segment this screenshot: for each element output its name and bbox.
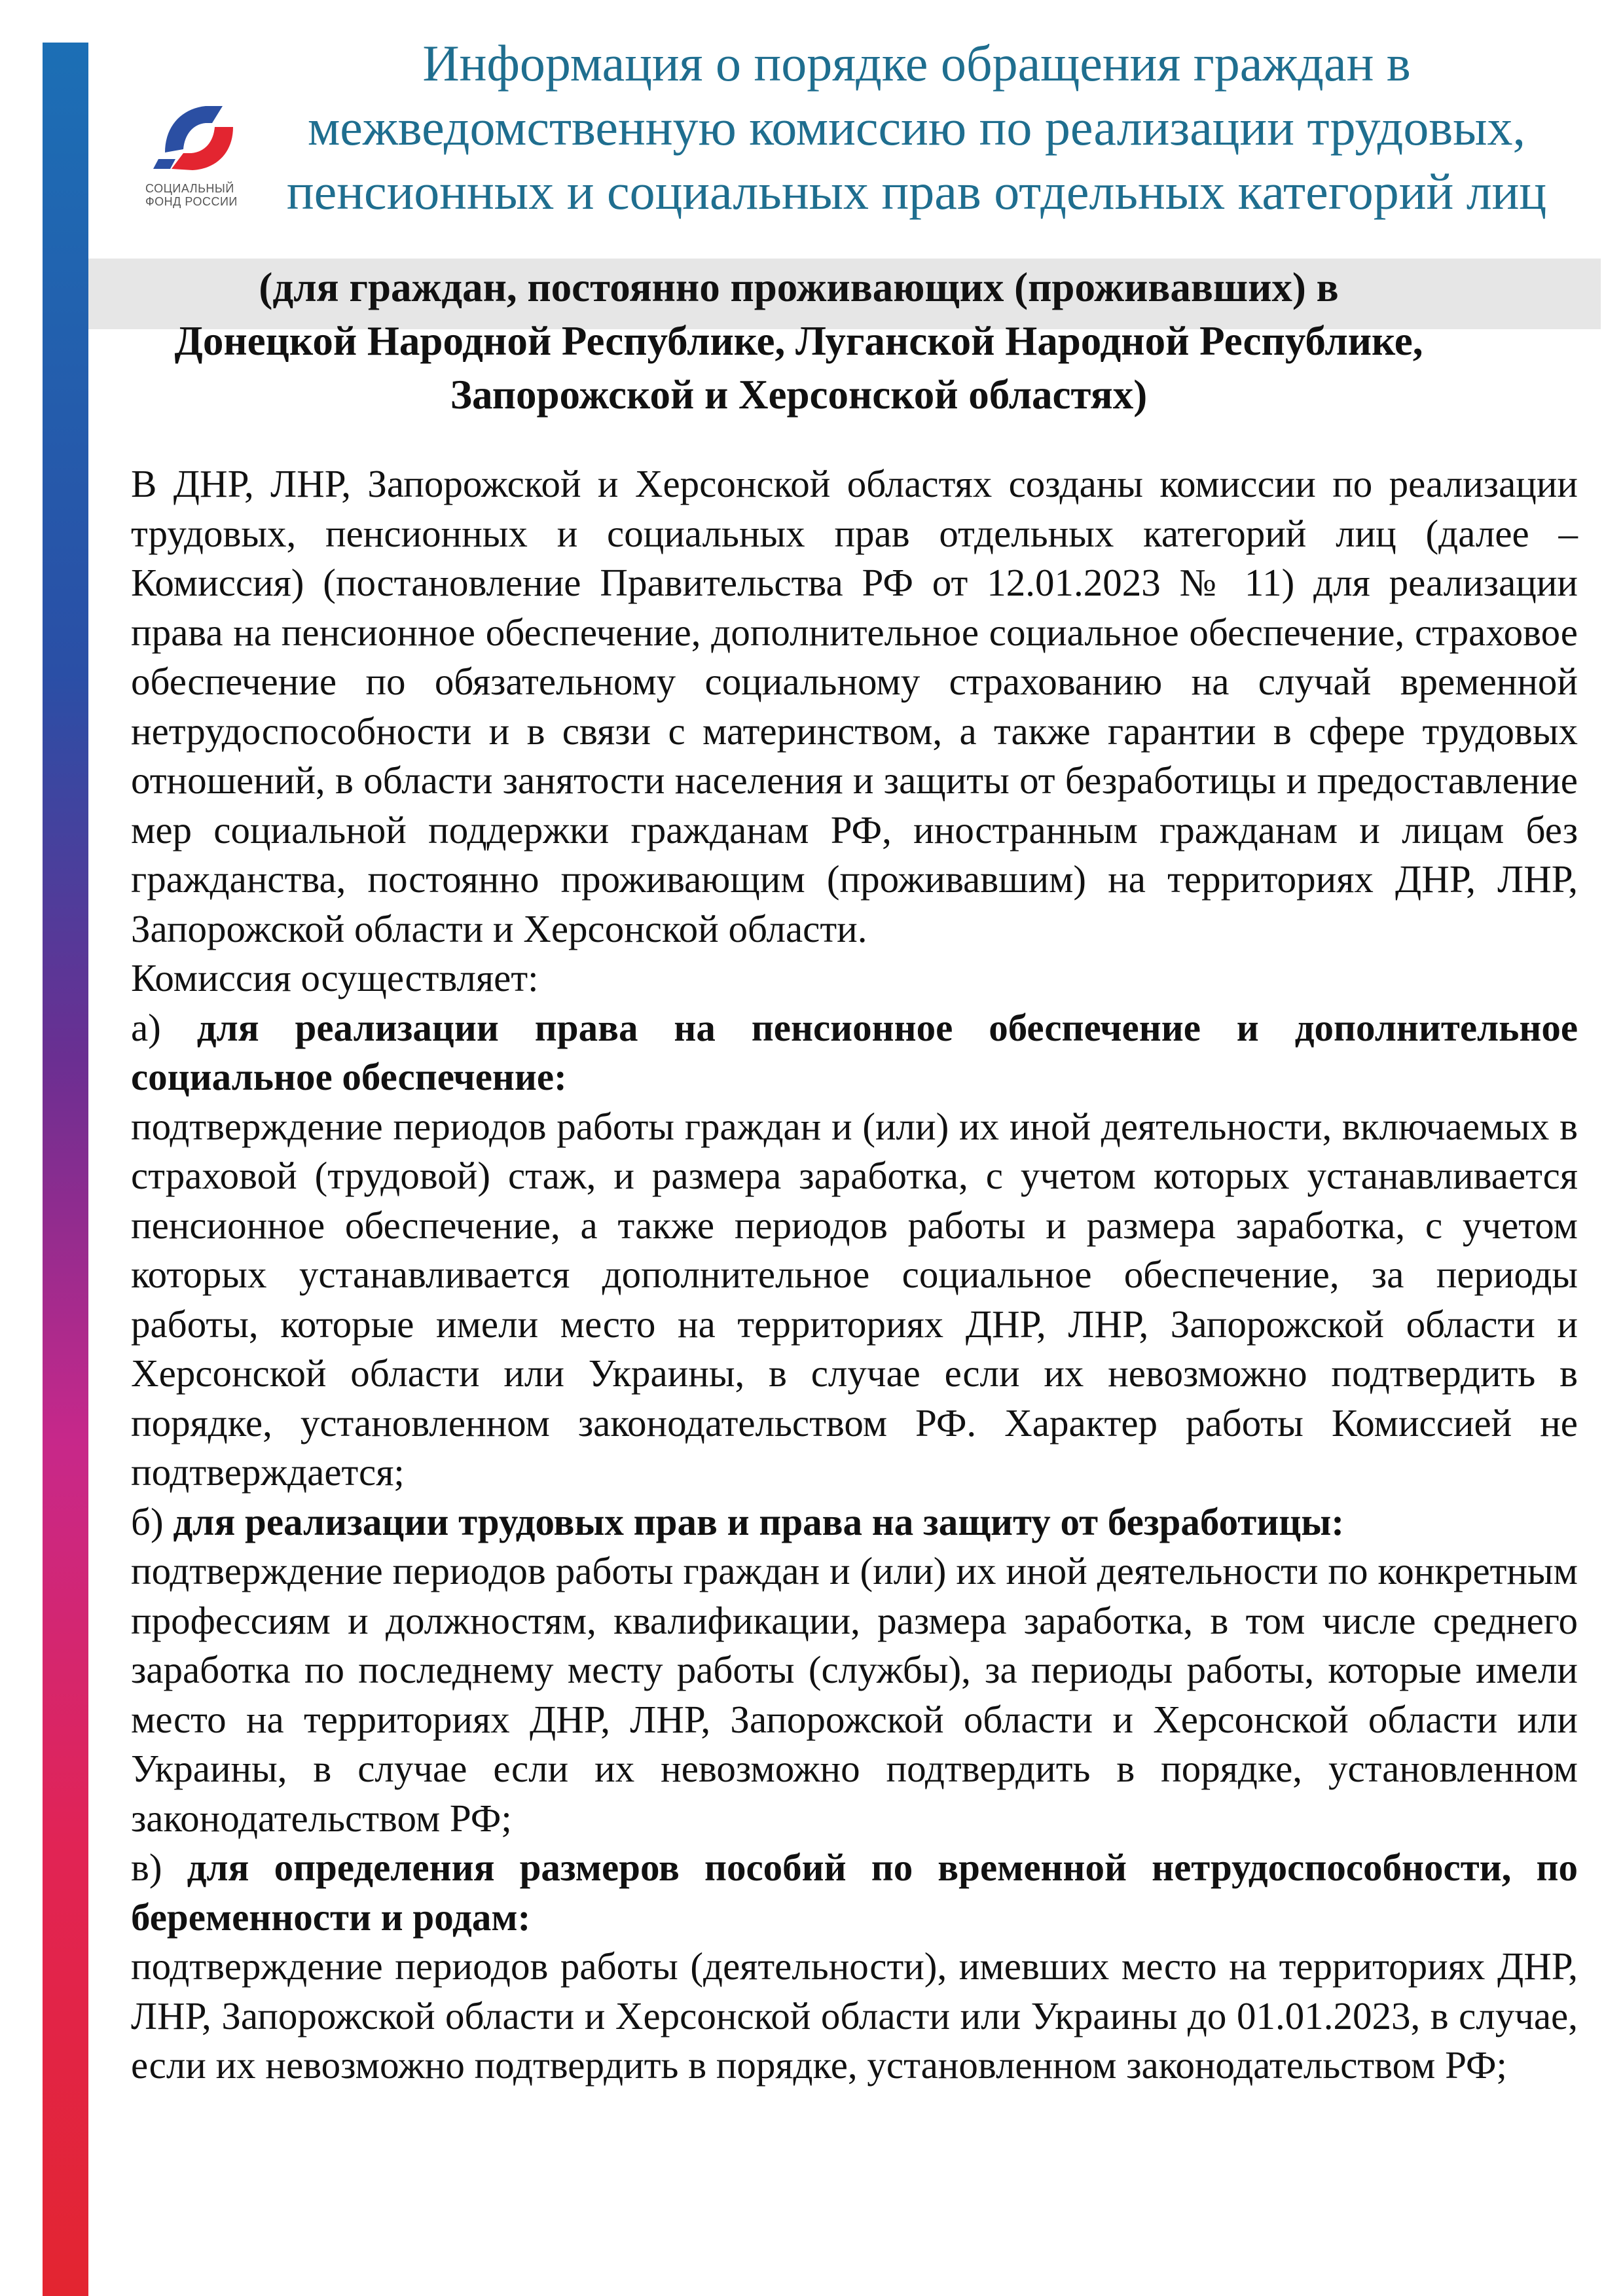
item-c-heading <box>131 1843 1578 1942</box>
item-c-text: подтверждение периодов работы (деятельности), имевших место на территориях ДНР, ЛНР, Запорожской области и Херсонской области или Украины до 01.01.2023, в случае, если их невозможно подтвердить в порядке, установленном законодательством РФ; <box>131 1945 1578 2087</box>
decorative-gradient-stripe <box>43 43 88 2296</box>
document-body <box>131 459 1578 2090</box>
item-marker: б) <box>131 1499 164 1543</box>
item-a-heading <box>131 1003 1578 1102</box>
intro-paragraph: В ДНР, ЛНР, Запорожской и Херсонской областях созданы комиссии по реализации трудовых, пенсионных и социальных прав отдельных категорий лиц (далее – Комиссия) (постановление Правительства РФ от 12.01.2023 № 11) для реализации права на пенсионное обеспечение, дополнительное социальное обеспечение, страховое обеспечение по обязательному социальному страхованию на случай временной нетрудоспособности и в связи с материнством, а также гарантии в сфере трудовых отношений, в области занятости населения и защиты от безработицы и предоставление мер социальной поддержки гражданам РФ, иностранным гражданам и лицам без гражданства, постоянно проживающим (проживавшим) на территориях ДНР, ЛНР, Запорожской области и Херсонской области. <box>131 462 1578 950</box>
social-fund-logo <box>145 97 250 221</box>
logo-caption-line1: СОЦИАЛЬНЫЙ <box>145 182 234 195</box>
item-heading: для реализации трудовых прав и права на защиту от безработицы: <box>173 1499 1344 1543</box>
item-a-text: подтверждение периодов работы граждан и (или) их иной деятельности, включаемых в страховой (трудовой) стаж, и размера заработка, с учетом которых устанавливается пенсионное обеспечение, а также периодов работы и размера заработка, с учетом которых устанавливается дополнительное социальное обеспечение, за периоды работы, которые имели место на территориях ДНР, ЛНР, Запорожской области и Херсонской области или Украины, в случае если их невозможно подтвердить в порядке, установленном законодательством РФ. Характер работы Комиссией не подтверждается; <box>131 1104 1578 1494</box>
page-title: Информация о порядке обращения граждан в межведомственную комиссию по реализации трудовых, пенсионных и социальных прав отдельных категорий лиц <box>286 35 1547 220</box>
social-fund-logo-icon <box>145 97 250 179</box>
page-subtitle: (для граждан, постоянно проживающих (проживавших) в Донецкой Народной Республике, Луганской Народной Республике, Запорожской и Херсонской областях) <box>174 264 1423 418</box>
item-heading: для определения размеров пособий по временной нетрудоспособности, по беременности и родам: <box>131 1846 1578 1939</box>
item-marker: в) <box>131 1846 162 1889</box>
item-b-heading <box>131 1498 1578 1547</box>
item-b-text: подтверждение периодов работы граждан и (или) их иной деятельности по конкретным профессиям и должностям, квалификации, размера заработка, в том числе среднего заработка по последнему месту работы (службы), за периоды работы, которые имели место на территориях ДНР, ЛНР, Запорожской области и Херсонской области или Украины, в случае если их невозможно подтвердить в порядке, установленном законодательством РФ; <box>131 1549 1578 1840</box>
logo-caption <box>145 182 257 208</box>
lead-paragraph: Комиссия осуществляет: <box>131 956 539 999</box>
item-marker: а) <box>131 1005 161 1049</box>
logo-caption-line2: ФОНД РОССИИ <box>145 195 238 208</box>
item-heading: для реализации права на пенсионное обеспечение и дополнительное социальное обеспечение: <box>131 1005 1578 1098</box>
